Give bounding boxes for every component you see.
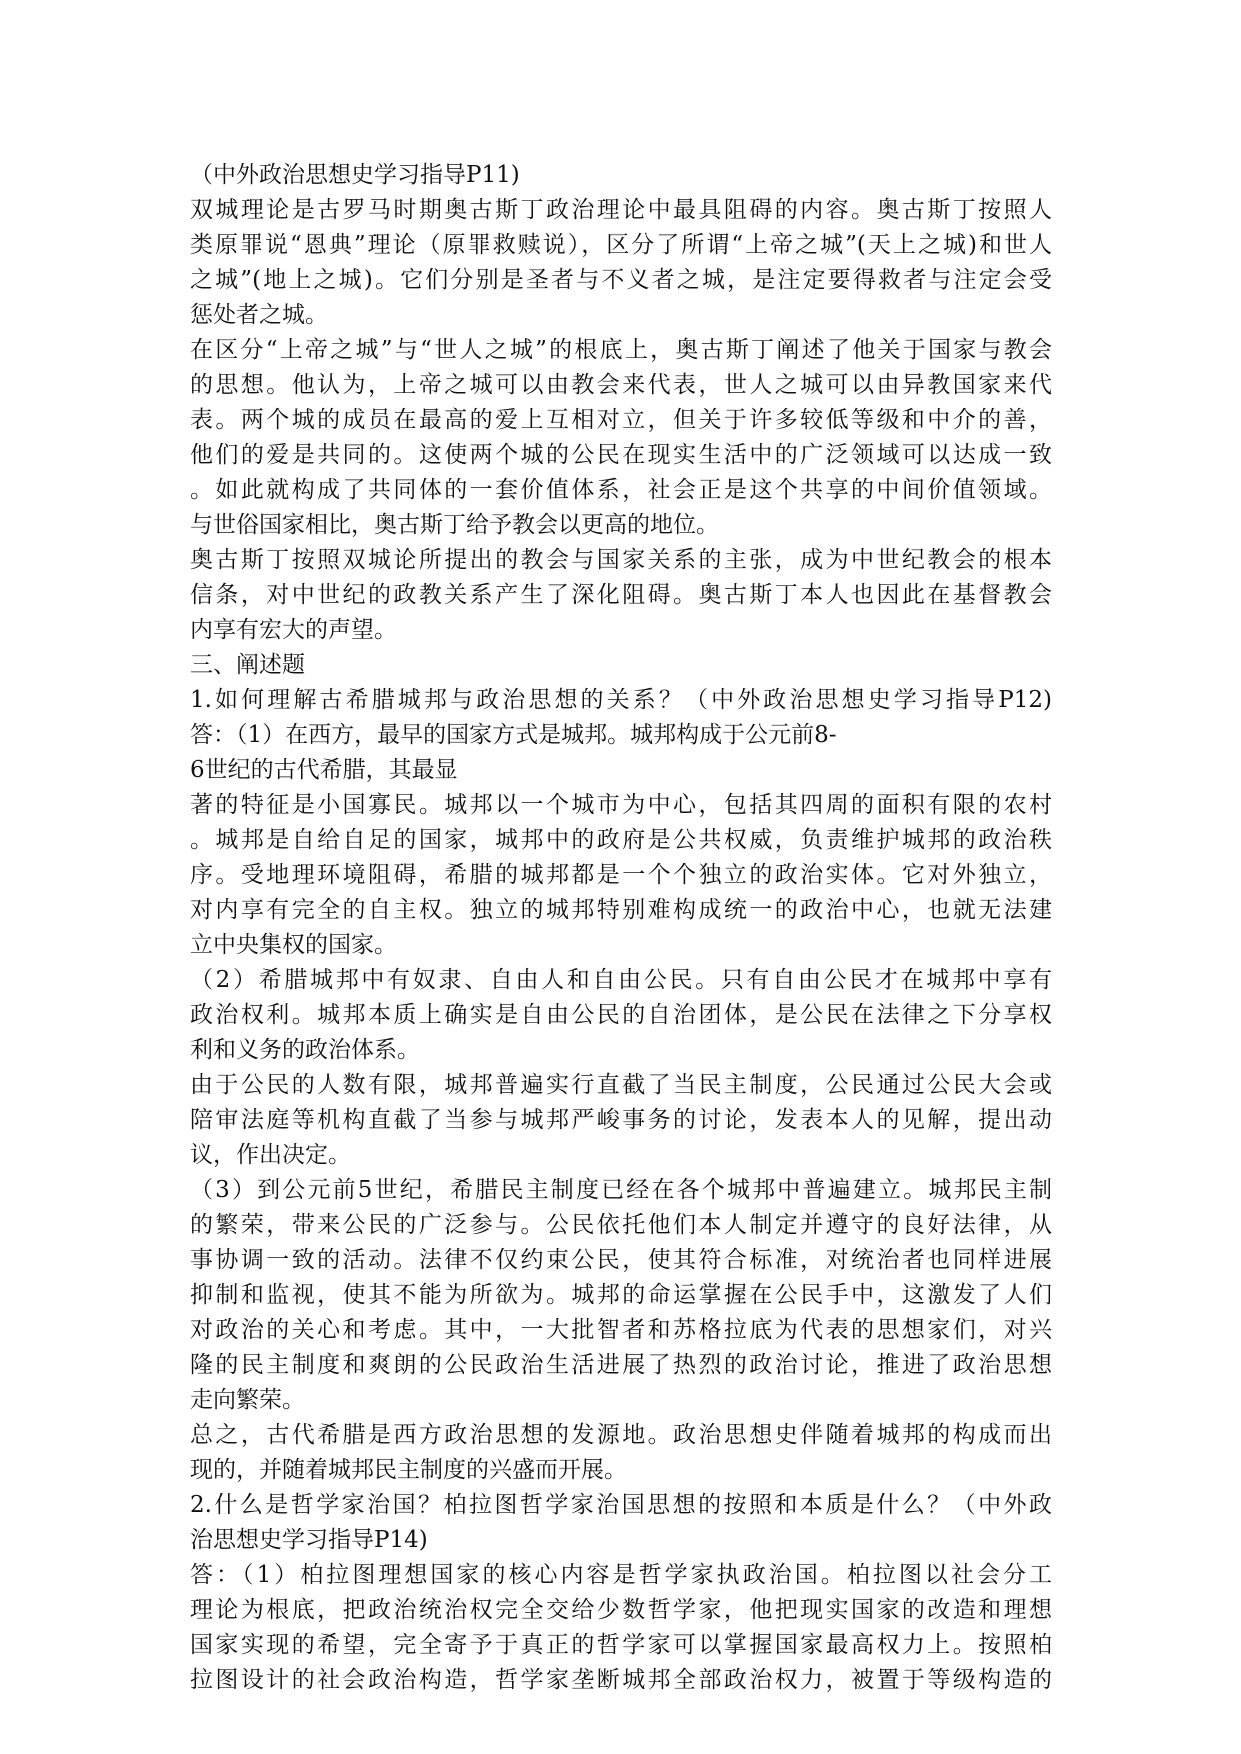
text-line: 走向繁荣。 — [190, 1387, 305, 1413]
text-line: 之城”(地上之城)。它们分别是圣者与不义者之城，是注定要得救者与注定会受 — [190, 267, 1052, 293]
text-line: 隆的民主制度和爽朗的公民政治生活进展了热烈的政治讨论，推进了政治思想 — [190, 1352, 1052, 1378]
text-line: 1.如何理解古希腊城邦与政治思想的关系？（中外政治思想史学习指导P12) — [190, 687, 1052, 713]
text-line: 。如此就构成了共同体的一套价值体系，社会正是这个共享的中间价值领域。 — [190, 477, 1052, 503]
text-line: 对政治的关心和考虑。其中，一大批智者和苏格拉底为代表的思想家们，对兴 — [190, 1317, 1052, 1343]
text-line: 6世纪的古代希腊，其最显 — [190, 757, 458, 783]
text-line: 的思想。他认为，上帝之城可以由教会来代表，世人之城可以由异教国家来代 — [190, 372, 1052, 398]
text-line: 表。两个城的成员在最高的爱上互相对立，但关于许多较低等级和中介的善， — [190, 407, 1052, 433]
text-line: 的繁荣，带来公民的广泛参与。公民依托他们本人制定并遵守的良好法律，从 — [190, 1212, 1052, 1238]
text-line: 拉图设计的社会政治构造，哲学家垄断城邦全部政治权力，被置于等级构造的 — [190, 1667, 1052, 1693]
text-line: 内享有宏大的声望。 — [190, 617, 397, 643]
text-line: 治思想史学习指导P14) — [190, 1527, 428, 1553]
text-line: 现的，并随着城邦民主制度的兴盛而开展。 — [190, 1457, 627, 1483]
text-line: 由于公民的人数有限，城邦普遍实行直截了当民主制度，公民通过公民大会或 — [190, 1072, 1052, 1098]
text-line: （中外政治思想史学习指导P11) — [190, 162, 520, 188]
text-line: 在区分“上帝之城”与“世人之城”的根底上，奥古斯丁阐述了他关于国家与教会 — [190, 337, 1052, 363]
text-line: 陪审法庭等机构直截了当参与城邦严峻事务的讨论，发表本人的见解，提出动 — [190, 1107, 1052, 1133]
text-line: 奥古斯丁按照双城论所提出的教会与国家关系的主张，成为中世纪教会的根本 — [190, 547, 1052, 573]
text-line: 与世俗国家相比，奥古斯丁给予教会以更高的地位。 — [190, 512, 719, 538]
text-line: 政治权利。城邦本质上确实是自由公民的自治团体，是公民在法律之下分享权 — [190, 1002, 1052, 1028]
text-line: 他们的爱是共同的。这使两个城的公民在现实生活中的广泛领域可以达成一致 — [190, 442, 1052, 468]
text-line: 惩处者之城。 — [190, 302, 328, 328]
text-line: 。城邦是自给自足的国家，城邦中的政府是公共权威，负责维护城邦的政治秩 — [190, 827, 1052, 853]
text-line: 利和义务的政治体系。 — [190, 1037, 420, 1063]
text-line: 三、阐述题 — [190, 652, 305, 678]
text-line: 总之，古代希腊是西方政治思想的发源地。政治思想史伴随着城邦的构成而出 — [190, 1422, 1052, 1448]
text-line: 理论为根底，把政治统治权完全交给少数哲学家，他把现实国家的改造和理想 — [190, 1597, 1052, 1623]
text-line: 2.什么是哲学家治国？柏拉图哲学家治国思想的按照和本质是什么？（中外政 — [190, 1492, 1052, 1518]
text-line: 抑制和监视，使其不能为所欲为。城邦的命运掌握在公民手中，这激发了人们 — [190, 1282, 1052, 1308]
text-line: 立中央集权的国家。 — [190, 932, 397, 958]
text-line: 序。受地理环境阻碍，希腊的城邦都是一个个独立的政治实体。它对外独立， — [190, 862, 1052, 888]
text-line: 答：（1）柏拉图理想国家的核心内容是哲学家执政治国。柏拉图以社会分工 — [190, 1562, 1052, 1588]
text-line: 著的特征是小国寡民。城邦以一个城市为中心，包括其四周的面积有限的农村 — [190, 792, 1052, 818]
text-line: 议，作出决定。 — [190, 1142, 351, 1168]
text-line: 事协调一致的活动。法律不仅约束公民，使其符合标准，对统治者也同样进展 — [190, 1247, 1052, 1273]
document-page — [190, 158, 1052, 1698]
text-line: （3）到公元前5世纪，希腊民主制度已经在各个城邦中普遍建立。城邦民主制 — [190, 1177, 1052, 1203]
text-line: 类原罪说“恩典”理论（原罪救赎说），区分了所谓“上帝之城”(天上之城)和世人 — [190, 232, 1052, 258]
text-line: （2）希腊城邦中有奴隶、自由人和自由公民。只有自由公民才在城邦中享有 — [190, 967, 1052, 993]
text-line: 国家实现的希望，完全寄予于真正的哲学家可以掌握国家最高权力上。按照柏 — [190, 1632, 1052, 1658]
text-line: 答：（1）在西方，最早的国家方式是城邦。城邦构成于公元前8- — [190, 722, 837, 748]
text-line: 对内享有完全的自主权。独立的城邦特别难构成统一的政治中心，也就无法建 — [190, 897, 1052, 923]
text-line: 信条，对中世纪的政教关系产生了深化阻碍。奥古斯丁本人也因此在基督教会 — [190, 582, 1052, 608]
text-line: 双城理论是古罗马时期奥古斯丁政治理论中最具阻碍的内容。奥古斯丁按照人 — [190, 197, 1052, 223]
